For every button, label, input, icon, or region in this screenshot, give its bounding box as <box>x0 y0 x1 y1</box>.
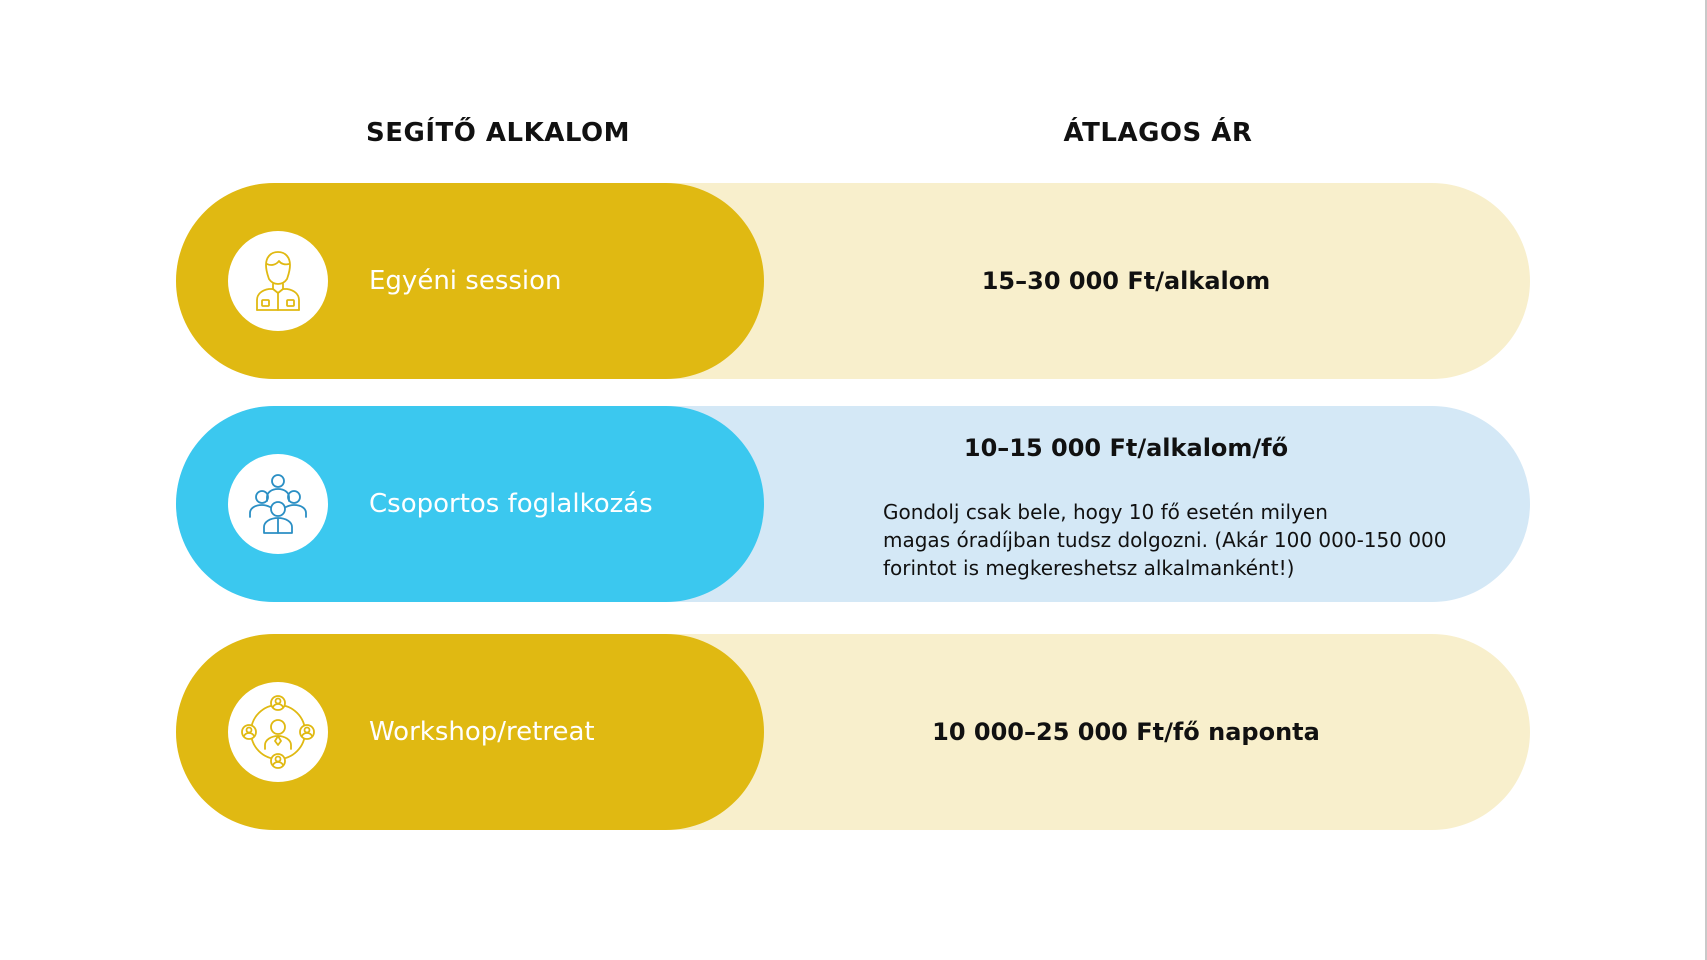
note-line: Gondolj csak bele, hogy 10 fő esetén milyen <box>883 500 1328 524</box>
row-price: 10 000–25 000 Ft/fő naponta <box>932 718 1320 746</box>
group-icon <box>245 471 311 537</box>
row-price: 15–30 000 Ft/alkalom <box>981 267 1271 295</box>
row-note <box>883 498 1483 582</box>
row-label: Csoportos foglalkozás <box>369 489 653 519</box>
icon-circle <box>228 682 328 782</box>
note-line: forintot is megkereshetsz alkalmanként!) <box>883 556 1295 580</box>
row-label: Workshop/retreat <box>369 717 595 747</box>
column-header-occasion: SEGÍTŐ ALKALOM <box>366 118 630 148</box>
row-label: Egyéni session <box>369 266 562 296</box>
icon-circle <box>228 231 328 331</box>
price-row-individual <box>176 183 1530 379</box>
note-line: magas óradíjban tudsz dolgozni. (Akár 100 000-150 000 <box>883 528 1447 552</box>
row-price: 10–15 000 Ft/alkalom/fő <box>963 434 1289 462</box>
network-icon <box>241 695 315 769</box>
icon-circle <box>228 454 328 554</box>
person-icon <box>247 248 309 314</box>
price-row-group <box>176 406 1530 602</box>
price-row-workshop <box>176 634 1530 830</box>
column-header-price: ÁTLAGOS ÁR <box>1063 118 1253 148</box>
